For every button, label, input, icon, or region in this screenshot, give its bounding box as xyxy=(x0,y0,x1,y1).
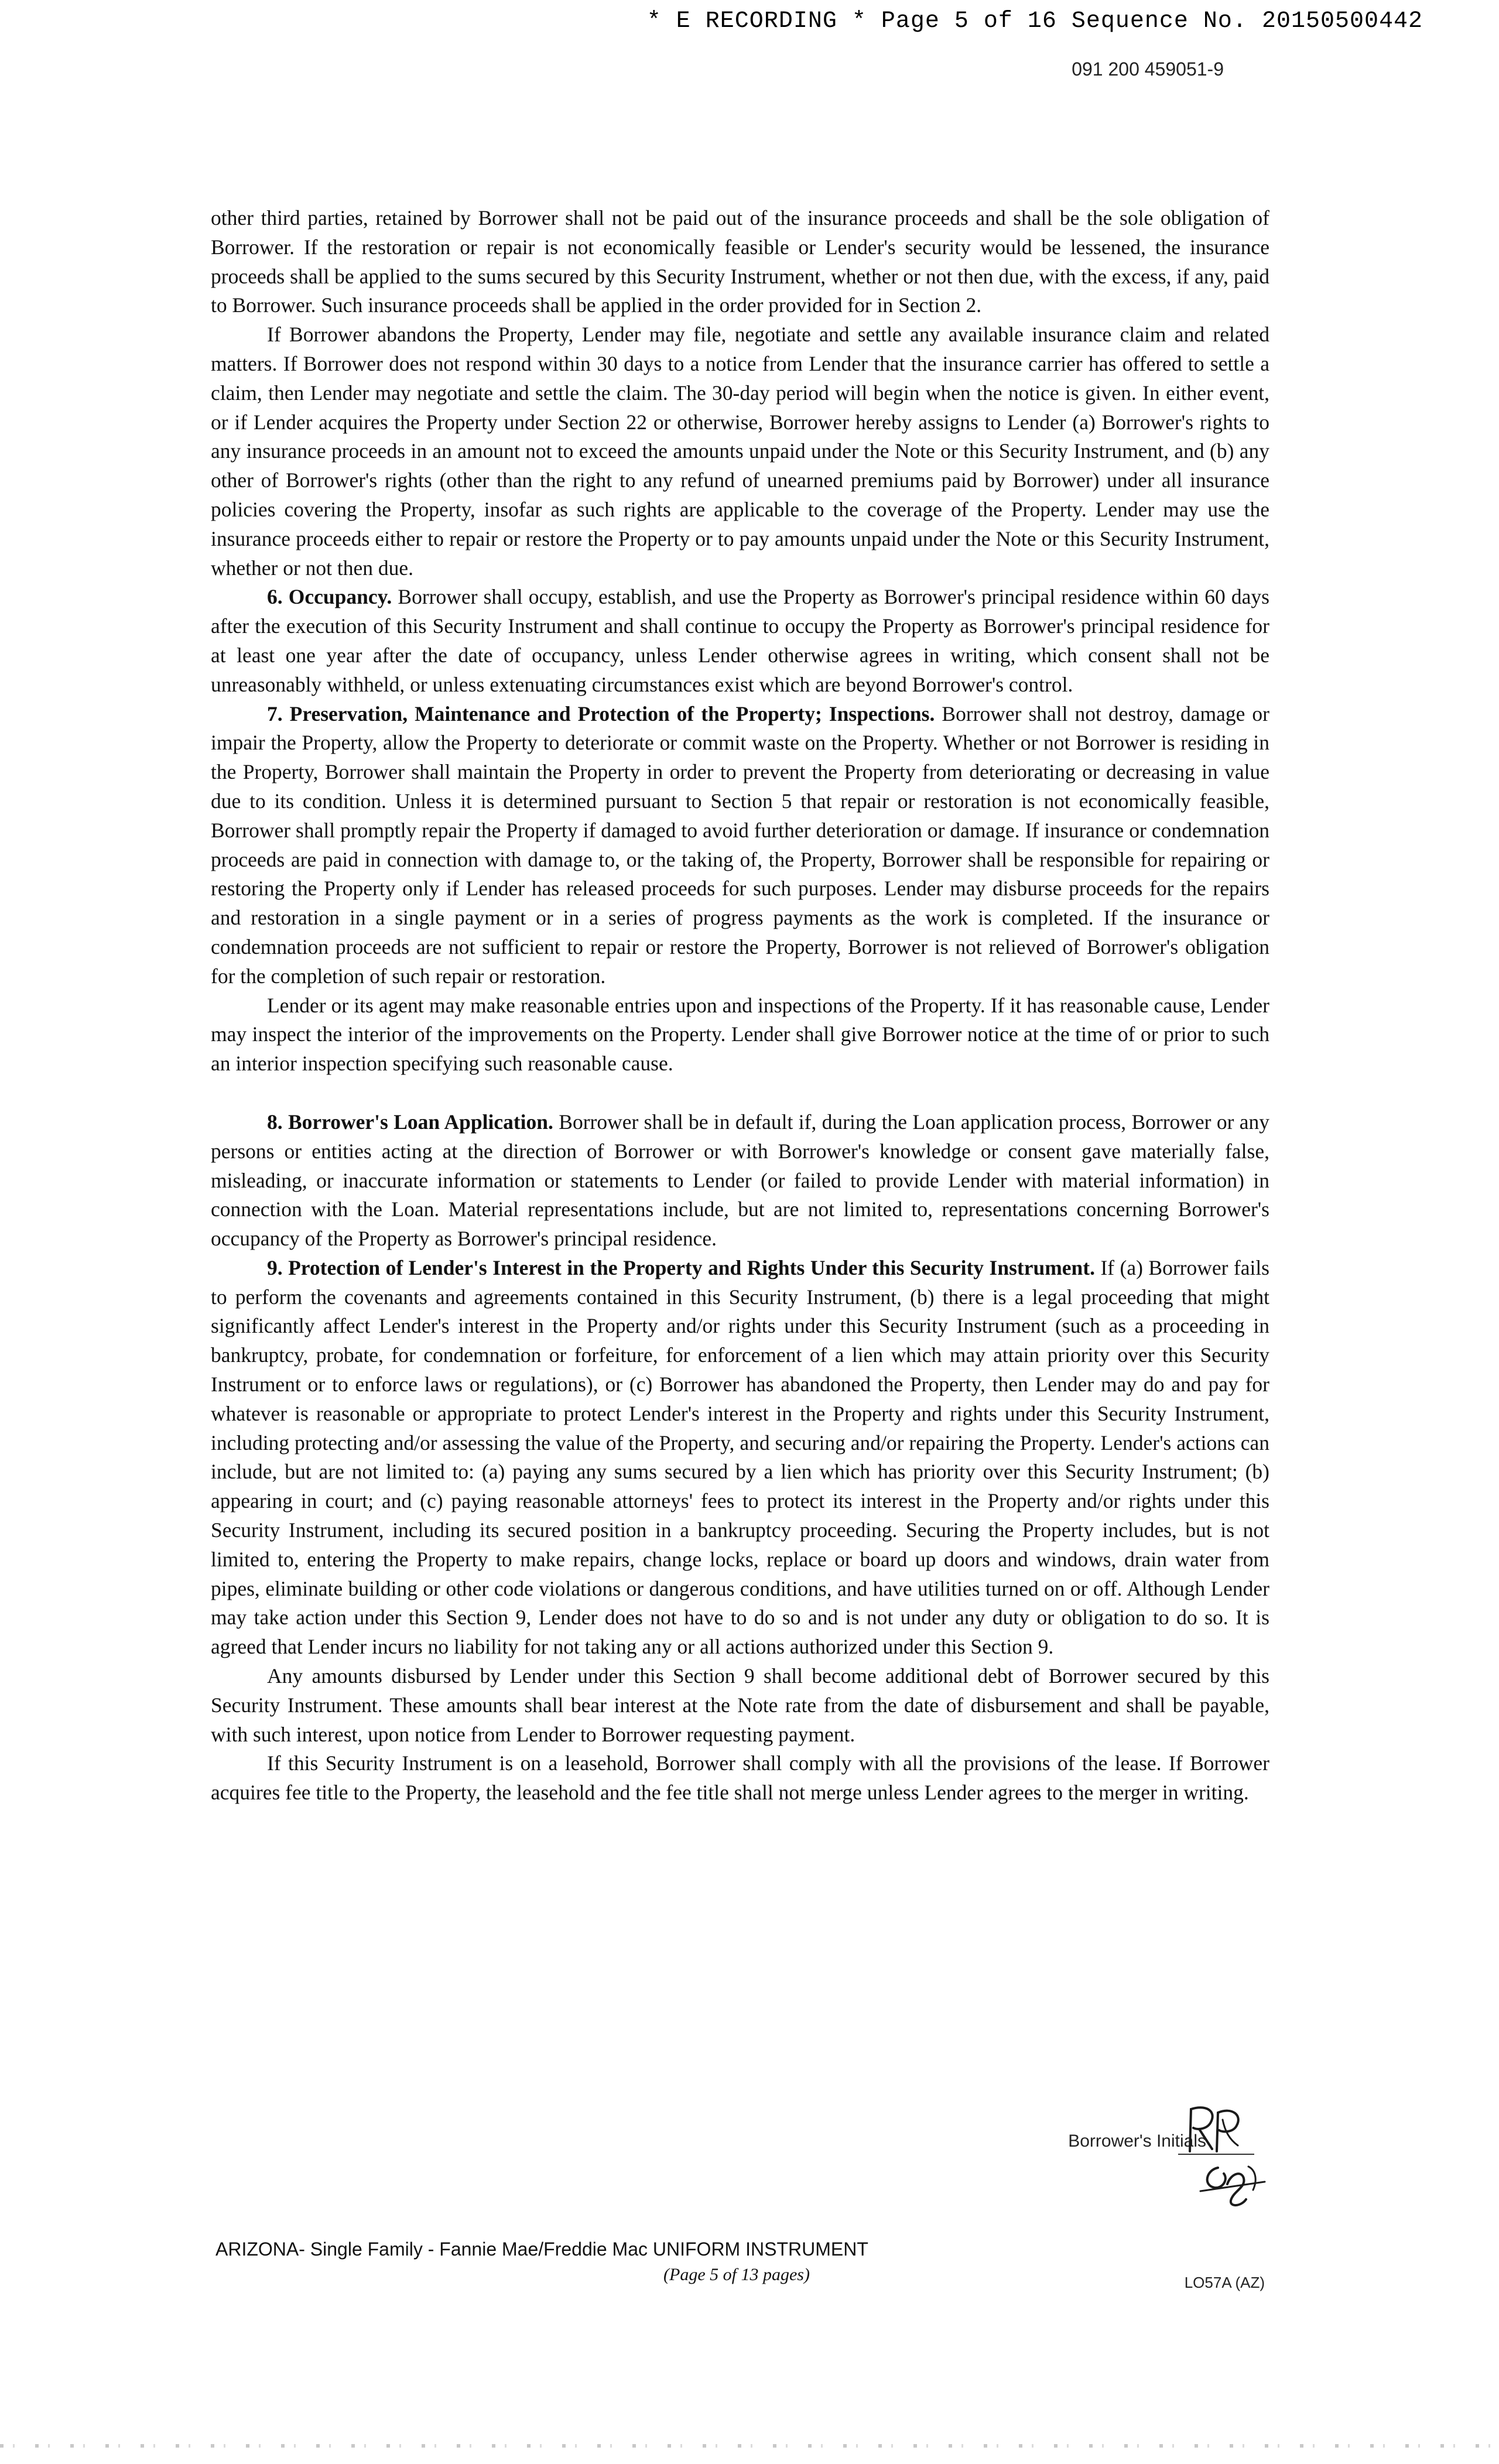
section-9-protection: 9. Protection of Lender's Interest in the Property and Rights Under this Security Instrument. If (a) Borrower fails to perform the covenants and agreements contained in this Security Instrument, (b) there is a legal proceeding that might significantly affect Lender's interest in the Property and/or rights under this Security Instrument (such as a proceeding in bankruptcy, probate, for condemnation or forfeiture, for enforcement of a lien which may attain priority over this Security Instrument or to enforce laws or regulations), or (c) Borrower has abandoned the Property, then Lender may do and pay for whatever is reasonable or appropriate to protect Lender's interest in the Property and rights under this Security Instrument, including protecting and/or assessing the value of the Property, and securing and/or repairing the Property. Lender's actions can include, but are not limited to: (a) paying any sums secured by a lien which has priority over this Security Instrument; (b) appearing in court; and (c) paying reasonable attorneys' fees to protect its interest in the Property and/or rights under this Security Instrument, including its secured position in a bankruptcy proceeding. Securing the Property includes, but is not limited to, entering the Property to make repairs, change locks, replace or board up doors and windows, drain water from pipes, eliminate building or other code violations or dangerous conditions, and have utilities turned on or off. Although Lender may take action under this Section 9, Lender does not have to do so and is not under any duty or obligation to do so. It is agreed that Lender incurs no liability for not taking any or all actions authorized under this Section 9. xyxy=(211,1255,1269,1659)
form-code: LO57A (AZ) xyxy=(1184,2274,1265,2291)
initials-signature-rp xyxy=(1182,2102,1246,2155)
section-8-loan-application: 8. Borrower's Loan Application. Borrower shall be in default if, during the Loan application process, Borrower or any persons or entities acting at the direction of Borrower or with Borrower's knowledge or consent gave materially false, misleading, or inaccurate information or statements to Lender (or failed to provide Lender with material information) in connection with the Loan. Material representations include, but are not limited to, representations concerning Borrower's occupancy of the Property as Borrower's principal residence. xyxy=(211,1110,1269,1251)
section-heading: 8. Borrower's Loan Application. xyxy=(267,1110,553,1134)
section-heading: 7. Preservation, Maintenance and Protection of the Property; Inspections. xyxy=(267,701,935,725)
section-7-preservation: 7. Preservation, Maintenance and Protection of the Property; Inspections. Borrower shall not destroy, damage or impair the Property, allow the Property to deteriorate or commit waste on the Property. Whether or not Borrower is residing in the Property, Borrower shall maintain the Property in order to prevent the Property from deteriorating or decreasing in value due to its condition. Unless it is determined pursuant to Section 5 that repair or restoration is not economically feasible, Borrower shall promptly repair the Property if damaged to avoid further deterioration or damage. If insurance or condemnation proceeds are paid in connection with damage to, or the taking of, the Property, Borrower shall be responsible for repairing or restoring the Property only if Lender has released proceeds for such purposes. Lender may disburse proceeds for the repairs and restoration in a single payment or in a series of progress payments as the work is completed. If the insurance or condemnation proceeds are not sufficient to repair or restore the Property, Borrower is not relieved of Borrower's obligation for the completion of such repair or restoration. xyxy=(211,701,1269,988)
initials-label: Borrower's Initials xyxy=(1068,2131,1206,2151)
paragraph-abandonment: If Borrower abandons the Property, Lender may file, negotiate and settle any available insurance claim and related matters. If Borrower does not respond within 30 days to a notice from Lender that the insurance carrier has offered to settle a claim, then Lender may negotiate and settle the claim. The 30-day period will begin when the notice is given. In either event, or if Lender acquires the Property under Section 22 or otherwise, Borrower hereby assigns to Lender (a) Borrower's rights to any insurance proceeds in an amount not to exceed the amounts unpaid under the Note or this Security Instrument, and (b) any other of Borrower's rights (other than the right to any refund of unearned premiums paid by Borrower) under all insurance policies covering the Property, insofar as such rights are applicable to the coverage of the Property. Lender may use the insurance proceeds either to repair or restore the Property or to pay amounts unpaid under the Note or this Security Instrument, whether or not then due. xyxy=(211,323,1269,580)
scan-artifact-line xyxy=(0,2444,1499,2448)
paragraph-inspections: Lender or its agent may make reasonable entries upon and inspections of the Property. If it has reasonable cause, Lender may inspect the interior of the improvements on the Property. Lender shall give Borrower notice at the time of or prior to such an interior inspection specifying such reasonable cause. xyxy=(211,993,1269,1076)
paragraph-leasehold: If this Security Instrument is on a leasehold, Borrower shall comply with all the provisions of the lease. If Borrower acquires fee title to the Property, the leasehold and the fee title shall not merge unless Lender agrees to the merger in writing. xyxy=(211,1751,1269,1805)
paragraph-disbursed-amounts: Any amounts disbursed by Lender under this Section 9 shall become additional debt of Borrower secured by this Security Instrument. These amounts shall bear interest at the Note rate from the date of disbursement and shall be payable, with such interest, upon notice from Lender to Borrower requesting payment. xyxy=(211,1664,1269,1746)
initials-signature-second xyxy=(1195,2156,1271,2212)
form-title: ARIZONA- Single Family - Fannie Mae/Freddie Mac UNIFORM INSTRUMENT xyxy=(215,2239,868,2260)
paragraph-insurance-continued: other third parties, retained by Borrower shall not be paid out of the insurance proceeds and shall be the sole obligation of Borrower. If the restoration or repair is not economically feasible or Lender's security would be lessened, the insurance proceeds shall be applied to the sums secured by this Security Instrument, whether or not then due, with the excess, if any, paid to Borrower. Such insurance proceeds shall be applied in the order provided for in Section 2. xyxy=(211,206,1269,317)
borrower-initials-block xyxy=(1048,2102,1282,2213)
initials-underline xyxy=(1178,2154,1254,2155)
page-count: (Page 5 of 13 pages) xyxy=(663,2265,810,2284)
section-6-occupancy: 6. Occupancy. Borrower shall occupy, establish, and use the Property as Borrower's principal residence within 60 days after the execution of this Security Instrument and shall continue to occupy the Property as Borrower's principal residence for at least one year after the date of occupancy, unless Lender otherwise agrees in writing, which consent shall not be unreasonably withheld, or unless extenuating circumstances exist which are beyond Borrower's control. xyxy=(211,585,1269,696)
recording-header: * E RECORDING * Page 5 of 16 Sequence No. 20150500442 xyxy=(646,8,1423,35)
document-body xyxy=(211,204,1269,1808)
loan-number: 091 200 459051-9 xyxy=(1072,59,1224,80)
section-heading: 6. Occupancy. xyxy=(267,585,392,609)
section-heading: 9. Protection of Lender's Interest in the Property and Rights Under this Security Instrument. xyxy=(267,1255,1095,1279)
